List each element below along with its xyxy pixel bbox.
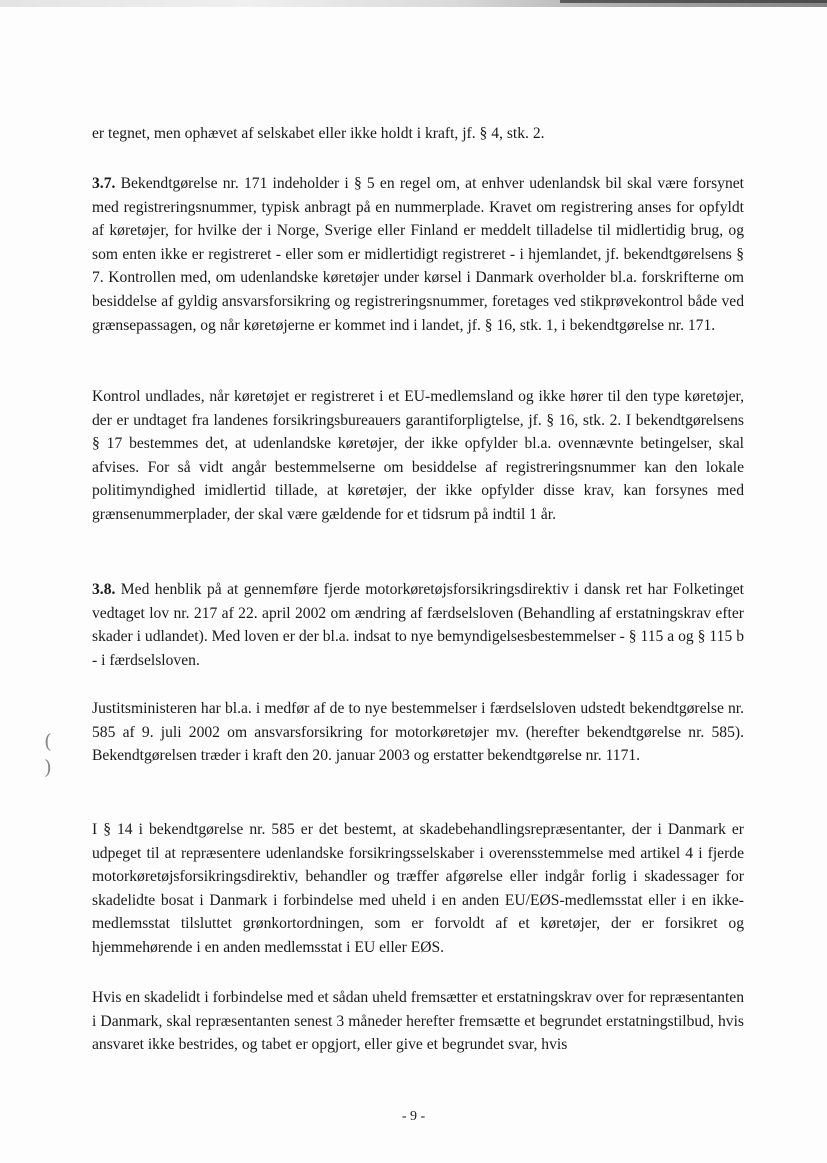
- section-number: 3.8.: [92, 581, 116, 598]
- punch-hole-mark: ( ): [44, 729, 52, 779]
- section-number: 3.7.: [92, 175, 116, 192]
- paragraph-4: [92, 697, 744, 768]
- paragraph-5: [92, 818, 744, 960]
- paragraph-text: Justitsministeren har bl.a. i medfør af de to nye bestemmelser i færdselsloven udstedt bekendtgørelse nr. 585 af 9. juli 2002 om ansvarsforsikring for motorkøretøjer mv. (herefter bekendtgørelse nr. 585). Bekendtgørelsen træder i kraft den 20. januar 2003 og erstatter bekendtgørelse nr. 1171.: [92, 700, 744, 765]
- paragraph-text: Hvis en skadelidt i forbindelse med et sådan uheld fremsætter et erstatningskrav over for repræsentanten i Danmark, skal repræsentanten senest 3 måneder herefter fremsætte et begrundet erstatningstilbud, hvis ansvaret ikke bestrides, og tabet er opgjort, eller give et begrundet svar, hvis: [92, 989, 744, 1054]
- paragraph-2: [92, 385, 744, 527]
- paragraph-6: [92, 986, 744, 1057]
- paragraph-section-3-7: [92, 172, 744, 337]
- paragraph-section-3-8: [92, 578, 744, 672]
- paragraph-text: I § 14 i bekendtgørelse nr. 585 er det bestemt, at skadebehandlingsrepræsentanter, der i Danmark er udpeget til at repræsentere udenlandske forsikringsselskaber i overensstemmelse med artikel 4 i fjerde motorkøretøjsforsikringsdirektiv, behandler og træffer afgørelse eller indgår forlig i skadessager for skadelidte bosat i Danmark i forbindelse med uheld i en anden EU/EØS-medlemsstat eller i en ikke-medlemsstat tilsluttet grønkortordningen, som er forvoldt af et køretøjer, der er forsikret og hjemmehørende i en anden medlemsstat i EU eller EØS.: [92, 821, 744, 956]
- scan-edge-line: [560, 0, 827, 3]
- paragraph-text: Kontrol undlades, når køretøjet er registreret i et EU-medlemsland og ikke hører til den type køretøjer, der er undtaget fra landenes forsikringsbureauers garantiforpligtelse, jf. § 16, stk. 2. I bekendtgørelsens § 17 bestemmes det, at udenlandske køretøjer, der ikke opfylder bl.a. ovennævnte betingelser, skal afvises. For så vidt angår bestemmelserne om besiddelse af registreringsnummer kan den lokale politimyndighed imidlertid tillade, at køretøjer, der ikke opfylder disse krav, kan forsynes med grænsenummerplader, der skal være gældende for et tidsrum på indtil 1 år.: [92, 388, 744, 523]
- paragraph-text: Med henblik på at gennemføre fjerde motorkøretøjsforsikringsdirektiv i dansk ret har Folketinget vedtaget lov nr. 217 af 22. april 2002 om ændring af færdselsloven (Behandling af erstatningskrav efter skader i udlandet). Med loven er der bl.a. indsat to nye bemyndigelsesbestemmelser - § 115 a og § 115 b - i færdselsloven.: [92, 581, 744, 669]
- page-number: - 9 -: [401, 1109, 426, 1124]
- paragraph-0: [92, 122, 744, 146]
- paragraph-text: er tegnet, men ophævet af selskabet eller ikke holdt i kraft, jf. § 4, stk. 2.: [92, 125, 545, 142]
- paragraph-text: Bekendtgørelse nr. 171 indeholder i § 5 en regel om, at enhver udenlandsk bil skal være forsynet med registreringsnummer, typisk anbragt på en nummerplade. Kravet om registrering anses for opfyldt af køretøjer, for hvilke der i Norge, Sverige eller Finland er meddelt tilladelse til midlertidig brug, og som enten ikke er registreret - eller som er midlertidigt registreret - i hjemlandet, jf. bekendtgørelsens § 7. Kontrollen med, om udenlandske køretøjer under kørsel i Danmark overholder bl.a. forskrifterne om besiddelse af gyldig ansvarsforsikring og registreringsnummer, foretages ved stikprøvekontrol både ved grænsepassagen, og når køretøjerne er kommet ind i landet, jf. § 16, stk. 1, i bekendtgørelse nr. 171.: [92, 175, 744, 334]
